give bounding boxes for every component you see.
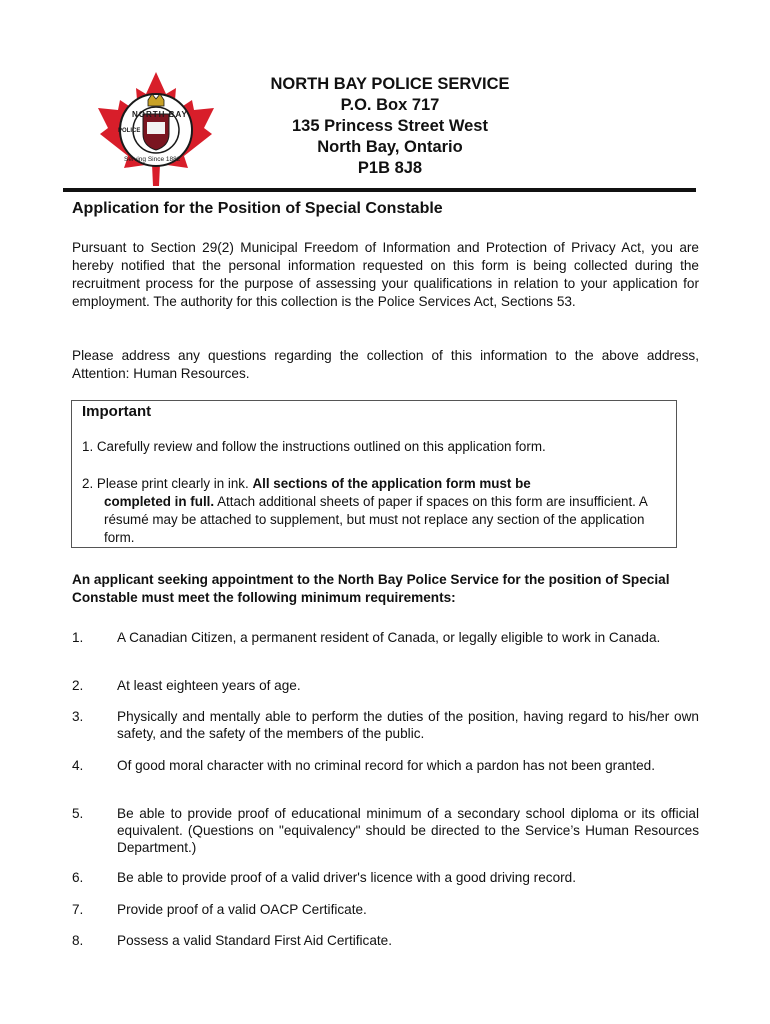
requirement-text: Physically and mentally able to perform the duties of the position, having regard to his/her own safety, and the safety of the members of the public. xyxy=(117,709,699,741)
requirement-number: 8. xyxy=(72,933,84,948)
logo-bottom-text: Serving Since 1882 xyxy=(124,156,181,163)
requirement-item xyxy=(72,901,699,918)
important-item-2-bold-b: completed in full. xyxy=(104,494,215,509)
important-item-2-prefix: 2. Please print clearly in ink. xyxy=(82,476,253,491)
postal-code: P1B 8J8 xyxy=(357,159,423,177)
contact-paragraph: Please address any questions regarding the collection of this information to the above address, Attention: Human Resources. xyxy=(72,348,699,381)
maple-leaf-badge-icon xyxy=(96,70,216,188)
privacy-notice-paragraph: Pursuant to Section 29(2) Municipal Freedom of Information and Protection of Privacy Act, you are hereby notified that the personal information requested on this form is being collected during the recruitment process for the purpose of assessing your qualifications in relation to your application for employment. The authority for this collection is the Police Services Act, Sections 53. xyxy=(72,240,699,309)
requirement-item xyxy=(72,869,699,886)
important-item-2 xyxy=(82,475,662,547)
important-item-2-continuation xyxy=(82,493,662,547)
important-heading: Important xyxy=(82,403,152,420)
requirement-text: Provide proof of a valid OACP Certificate. xyxy=(117,902,367,917)
requirement-number: 5. xyxy=(72,806,84,821)
important-notice-box xyxy=(71,400,677,548)
important-item-1: 1. Carefully review and follow the instructions outlined on this application form. xyxy=(82,439,546,454)
requirement-text: Be able to provide proof of a valid driver's licence with a good driving record. xyxy=(117,870,576,885)
requirement-item xyxy=(72,757,699,774)
requirement-number: 3. xyxy=(72,709,84,724)
requirement-text: Of good moral character with no criminal record for which a pardon has not been granted. xyxy=(117,758,655,773)
police-crest-logo xyxy=(96,70,216,188)
letterhead-address xyxy=(230,74,550,179)
important-item-2-rest: Attach additional sheets of paper if spaces on this form are insufficient. A résumé may be attached to supplement, but must not replace any section of the application form. xyxy=(104,494,648,545)
requirement-number: 4. xyxy=(72,758,84,773)
requirement-item xyxy=(72,629,699,646)
important-item-2-bold-a: All sections of the application form must be xyxy=(252,476,531,491)
po-box: P.O. Box 717 xyxy=(340,96,440,114)
requirement-text: At least eighteen years of age. xyxy=(117,678,301,693)
city-province: North Bay, Ontario xyxy=(317,138,463,156)
requirement-item xyxy=(72,677,699,694)
header-divider xyxy=(63,188,696,192)
requirements-heading: An applicant seeking appointment to the North Bay Police Service for the position of Special Constable must meet the following minimum requirements: xyxy=(72,572,670,605)
requirement-text: Be able to provide proof of educational minimum of a secondary school diploma or its official equivalent. (Questions on "equivalency" should be directed to the Service’s Human Resources Department.) xyxy=(117,806,699,855)
requirement-number: 7. xyxy=(72,902,84,917)
requirement-item xyxy=(72,708,699,742)
organization-name: NORTH BAY POLICE SERVICE xyxy=(270,75,510,93)
requirement-number: 1. xyxy=(72,630,84,645)
requirement-number: 6. xyxy=(72,870,84,885)
street-address: 135 Princess Street West xyxy=(292,117,488,135)
requirement-text: Possess a valid Standard First Aid Certificate. xyxy=(117,933,393,948)
logo-left-text: POLICE xyxy=(118,128,141,134)
requirement-item xyxy=(72,932,699,949)
requirement-text: A Canadian Citizen, a permanent resident of Canada, or legally eligible to work in Canada. xyxy=(117,630,661,645)
requirement-number: 2. xyxy=(72,678,84,693)
requirement-item xyxy=(72,805,699,856)
page-title: Application for the Position of Special Constable xyxy=(72,200,443,217)
logo-top-text: NORTH BAY xyxy=(132,110,188,119)
